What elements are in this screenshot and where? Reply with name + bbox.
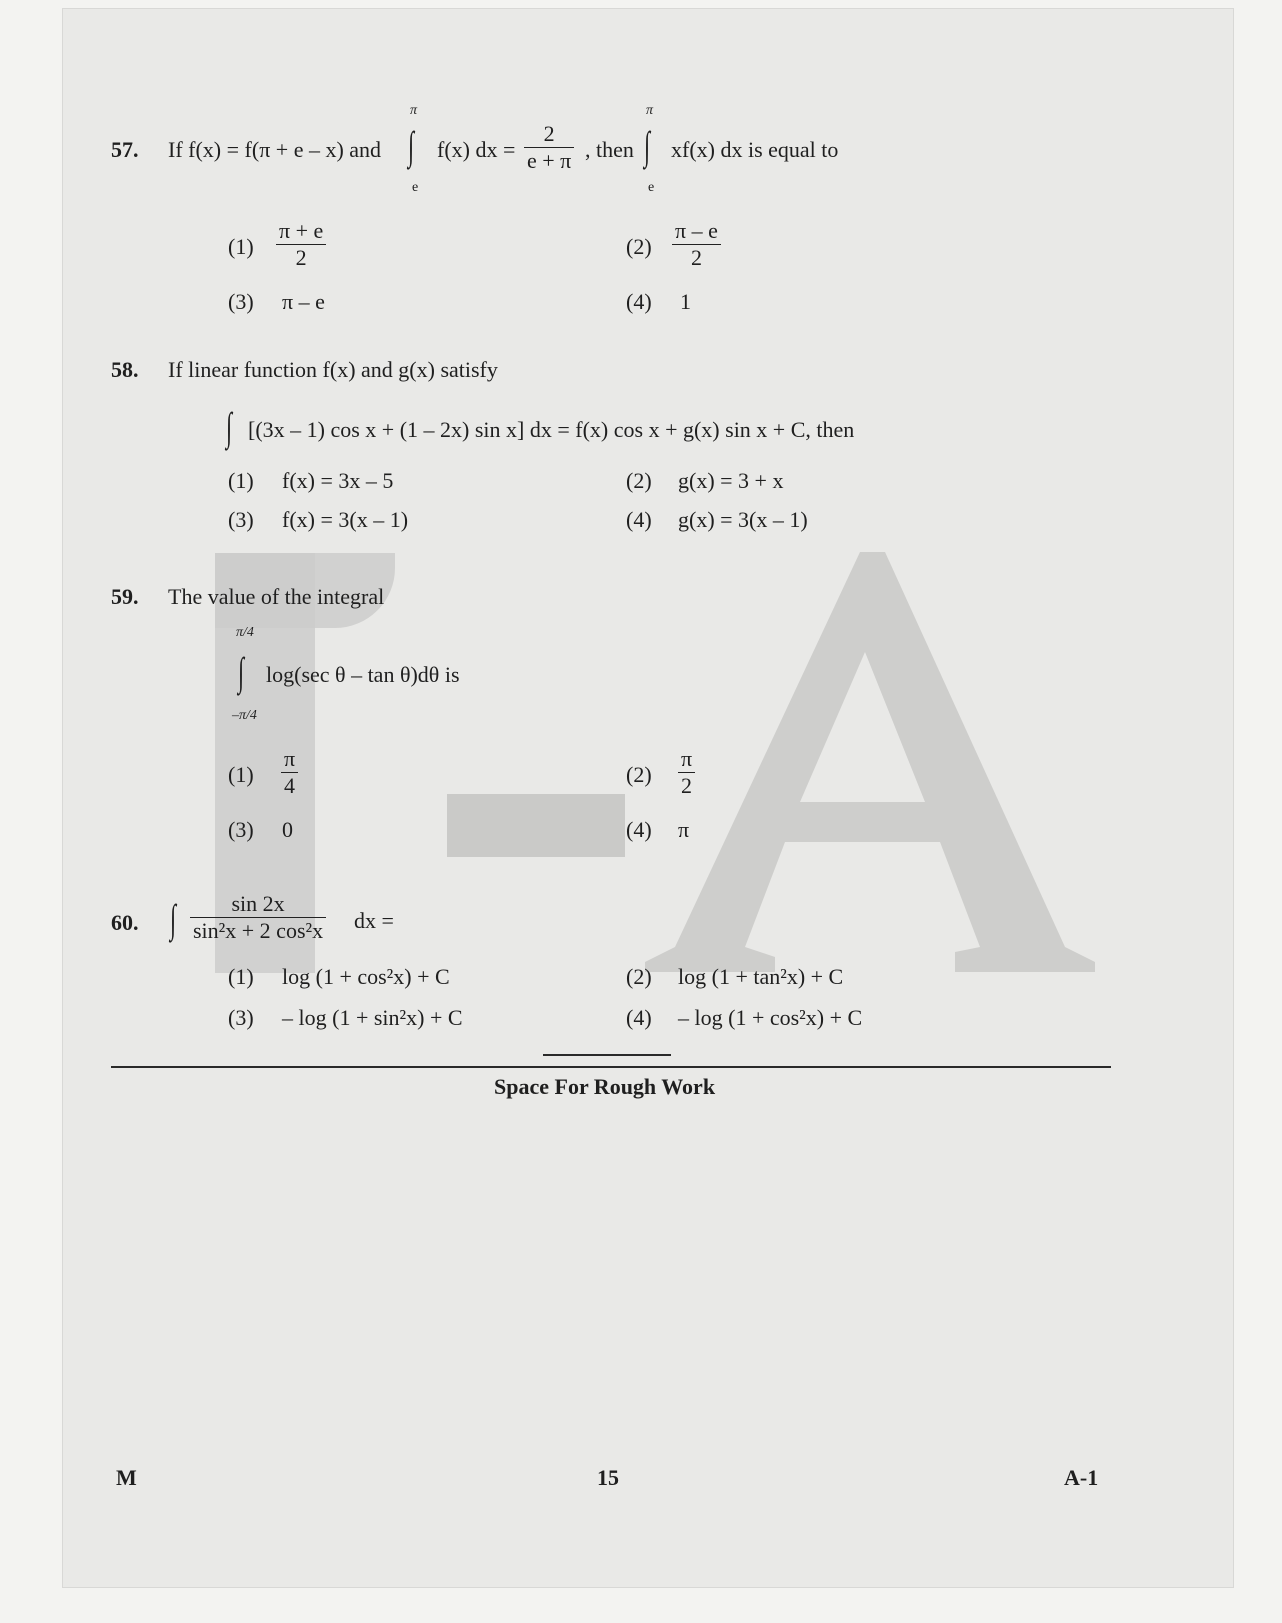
fraction-numerator: π + e [276,218,326,245]
option-label: (4) [626,817,652,842]
integral-upper-limit: π [410,103,418,118]
integrand: log(sec θ – tan θ)dθ is [266,662,460,687]
option-value: π [678,817,690,842]
option-label: (4) [626,507,652,532]
fraction-numerator: 2 [524,121,574,148]
option-label: (3) [228,1005,254,1030]
option-value: f(x) = 3x – 5 [282,468,394,493]
integral-upper-limit: π/4 [236,625,254,640]
option-value: 1 [680,289,691,314]
option-label: (3) [228,289,254,314]
integral-sign: ∫ [226,404,233,449]
option-label: (2) [626,468,652,493]
question-number: 59. [111,584,139,609]
question-number: 57. [111,137,139,162]
option-label: (1) [228,468,254,493]
fraction-denominator: 2 [295,245,307,270]
page-number: 15 [597,1465,619,1490]
option-value: g(x) = 3 + x [678,468,784,493]
option-label: (4) [626,1005,652,1030]
option-value: – log (1 + sin²x) + C [282,1005,463,1030]
question-number: 58. [111,357,139,382]
fraction [190,891,326,944]
fraction-denominator: 4 [284,773,296,798]
question-text: xf(x) dx is equal to [671,137,839,162]
integral-upper-limit: π [646,103,654,118]
option-label: (1) [228,234,254,259]
watermark-letter-a [645,552,1095,972]
option-label: (2) [626,964,652,989]
fraction-numerator: π [678,746,695,773]
fraction-denominator: e + π [527,148,572,173]
option-label: (2) [626,234,652,259]
section-divider [111,1066,1111,1068]
option-value: 0 [282,817,293,842]
integral-sign: ∫ [408,123,415,168]
question-text: The value of the integral [168,584,385,609]
option-fraction [672,218,721,271]
integrand-tail: dx = [354,908,394,933]
option-label: (2) [626,762,652,787]
question-number: 60. [111,910,139,935]
option-value: log (1 + cos²x) + C [282,964,450,989]
integral-lower-limit: –π/4 [232,708,257,723]
option-value: log (1 + tan²x) + C [678,964,844,989]
option-value: π – e [282,289,325,314]
watermark-dash [447,794,625,857]
question-text: If f(x) = f(π + e – x) and [168,137,382,162]
option-label: (4) [626,289,652,314]
short-divider [543,1054,671,1056]
integral-sign: ∫ [238,649,245,694]
option-label: (3) [228,507,254,532]
fraction-denominator: sin²x + 2 cos²x [193,918,324,943]
integrand: f(x) dx = [437,137,516,162]
option-fraction [276,218,326,271]
integral-sign: ∫ [170,896,177,941]
fraction-numerator: π – e [672,218,721,245]
option-fraction [281,746,298,799]
integral-lower-limit: e [412,180,419,195]
option-value: f(x) = 3(x – 1) [282,507,409,532]
fraction [524,121,574,174]
fraction-numerator: π [281,746,298,773]
equation: [(3x – 1) cos x + (1 – 2x) sin x] dx = f(x) cos x + g(x) sin x + C, then [248,417,855,442]
footer-series-code: M [116,1465,137,1490]
option-label: (3) [228,817,254,842]
option-label: (1) [228,762,254,787]
option-value: g(x) = 3(x – 1) [678,507,808,532]
fraction-denominator: 2 [690,245,702,270]
question-text: , then [585,137,634,162]
integral-lower-limit: e [648,180,655,195]
fraction-denominator: 2 [681,773,693,798]
question-text: If linear function f(x) and g(x) satisfy [168,357,498,382]
fraction-numerator: sin 2x [190,891,326,918]
option-value: – log (1 + cos²x) + C [678,1005,863,1030]
footer-booklet-code: A-1 [1064,1465,1099,1490]
option-fraction [678,746,695,799]
option-label: (1) [228,964,254,989]
integral-sign: ∫ [644,123,651,168]
rough-work-heading: Space For Rough Work [494,1074,716,1099]
